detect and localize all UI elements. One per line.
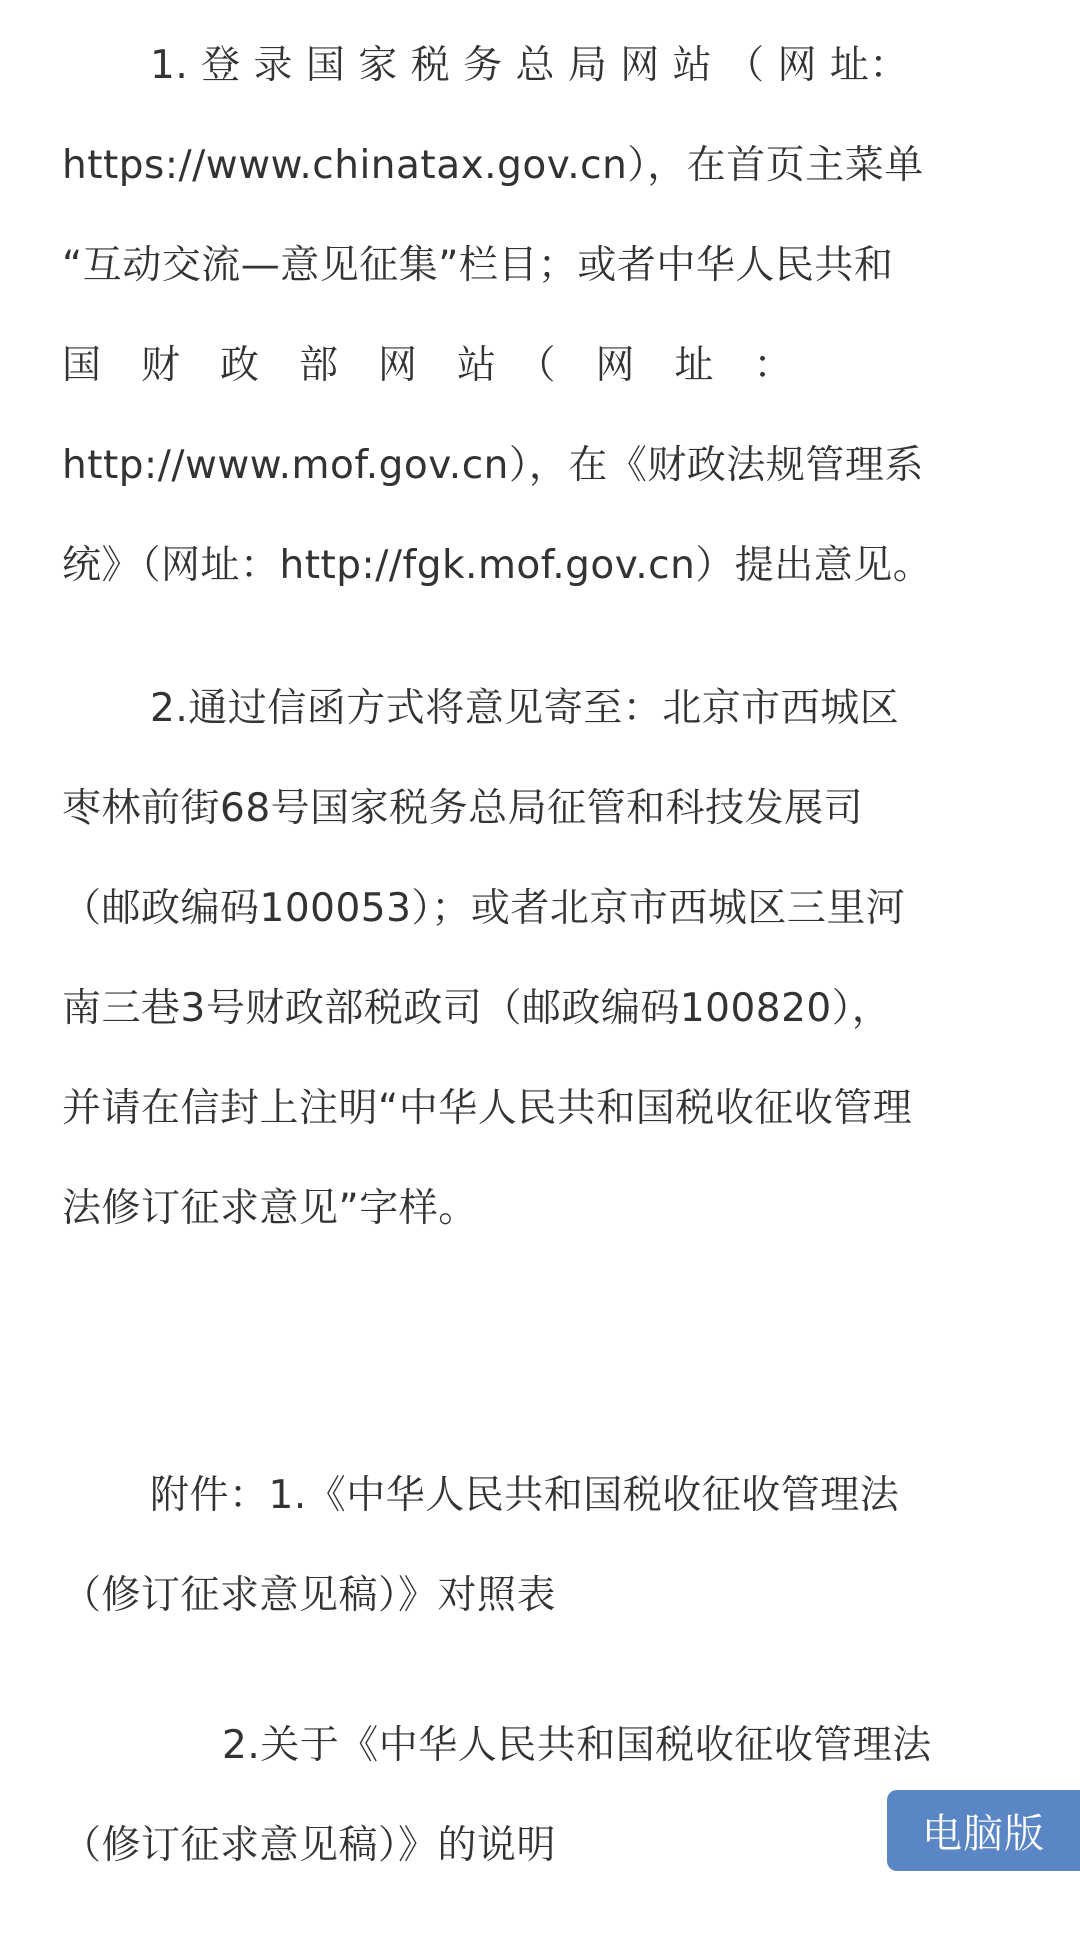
text-line: 2.关于《中华人民共和国税收征收管理法 bbox=[222, 1723, 932, 1768]
desktop-version-label: 电脑版 bbox=[922, 1811, 1045, 1857]
text-line: 2.通过信函方式将意见寄至：北京市西城区 bbox=[150, 686, 900, 731]
paragraph-submit-online bbox=[62, 16, 1018, 616]
text-line: 附件：1.《中华人民共和国税收征收管理法 bbox=[150, 1473, 900, 1518]
text-line: 统》（网址：http://fgk.mof.gov.cn）提出意见。 bbox=[62, 543, 933, 588]
text-line: 1. 登 录 国 家 税 务 总 局 网 站 （ 网 址： bbox=[150, 43, 909, 88]
text-line: https://www.chinatax.gov.cn），在首页主菜单 bbox=[62, 143, 924, 188]
paragraph-submit-by-mail bbox=[62, 659, 1018, 1259]
text-line: （邮政编码100053）；或者北京市西城区三里河 bbox=[62, 886, 906, 931]
text-line: （修订征求意见稿）》对照表 bbox=[62, 1573, 557, 1618]
attachment-2 bbox=[62, 1696, 1018, 1896]
text-line: http://www.mof.gov.cn），在《财政法规管理系 bbox=[62, 443, 924, 488]
text-line: 南三巷3号财政部税政司（邮政编码100820）， bbox=[62, 986, 892, 1031]
text-line: （修订征求意见稿）》的说明 bbox=[62, 1823, 557, 1868]
text-line: 法修订征求意见”字样。 bbox=[62, 1186, 478, 1231]
desktop-version-button[interactable] bbox=[887, 1790, 1080, 1871]
text-line: 并请在信封上注明“中华人民共和国税收征收管理 bbox=[62, 1086, 913, 1131]
article-body bbox=[62, 16, 1018, 1896]
text-line: 枣林前街68号国家税务总局征管和科技发展司 bbox=[62, 786, 864, 831]
attachment-1 bbox=[62, 1446, 1018, 1646]
text-line: 国 财 政 部 网 站 （ 网 址 ： bbox=[62, 343, 794, 388]
text-line: “互动交流—意见征集”栏目；或者中华人民共和 bbox=[62, 243, 894, 288]
